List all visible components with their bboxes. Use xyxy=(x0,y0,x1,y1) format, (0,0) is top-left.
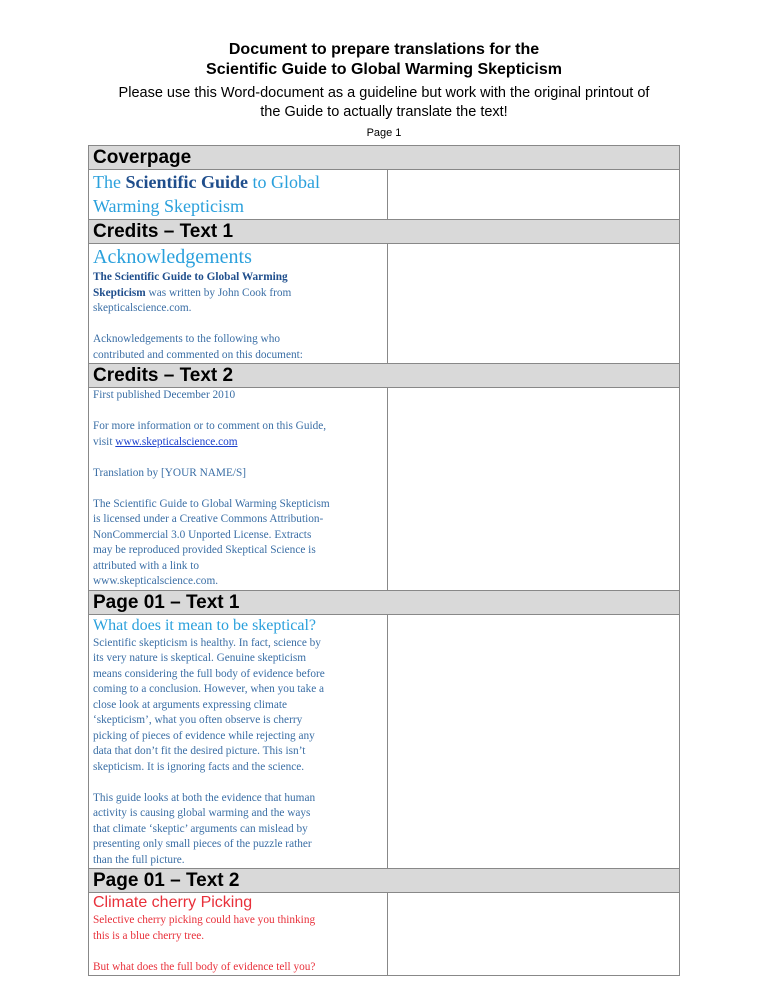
text-line: data that don’t fit the desired picture. This isn’t xyxy=(93,745,306,757)
text-line: Acknowledgements to the following who xyxy=(93,333,280,345)
text-line: The Scientific Guide to Global Warming xyxy=(93,271,288,283)
text-line: than the full picture. xyxy=(93,853,185,866)
skeptical-title: What does it mean to be skeptical? xyxy=(93,616,317,634)
text-line: is licensed under a Creative Commons Attribution- xyxy=(93,513,324,525)
text-line: contributed and commented on this document: xyxy=(93,348,303,361)
text-line: may be reproduced provided Skeptical Science is xyxy=(93,544,316,556)
text-line: means considering the full body of evidence before xyxy=(93,667,325,680)
translation-cell-page01-text1[interactable] xyxy=(388,614,680,869)
text-line: Scientific skepticism is healthy. In fact, science by xyxy=(93,636,321,649)
document-title xyxy=(0,40,768,80)
text-line: visit www.skepticalscience.com xyxy=(93,435,238,448)
translation-cell-credits-2[interactable] xyxy=(388,388,680,591)
text-line: But what does the full body of evidence tell you? xyxy=(93,960,316,973)
text-line: picking of pieces of evidence while rejecting any xyxy=(93,729,315,742)
translation-cell-coverpage[interactable] xyxy=(388,170,680,220)
text-line: this is a blue cherry tree. xyxy=(93,929,205,942)
instructions-line-2: the Guide to actually translate the text! xyxy=(260,104,508,120)
section-heading-coverpage: Coverpage xyxy=(89,146,680,170)
text-line: ‘skepticism’, what you often observe is cherry xyxy=(93,714,303,726)
text-line: presenting only small pieces of the puzzle rather xyxy=(93,838,312,850)
section-heading-credits-2: Credits – Text 2 xyxy=(89,364,680,388)
translation-cell-page01-text2[interactable] xyxy=(388,893,680,976)
text-line: Skepticism was written by John Cook from xyxy=(93,286,292,299)
text-line: skepticalscience.com. xyxy=(93,302,192,314)
instructions xyxy=(0,84,768,122)
text-line: coming to a conclusion. However, when you take a xyxy=(93,683,325,695)
title-line-2: Scientific Guide to Global Warming Skepticism xyxy=(206,61,562,78)
title-line-1: Document to prepare translations for the xyxy=(228,41,540,58)
section-heading-credits-1: Credits – Text 1 xyxy=(89,220,680,244)
translation-cell-credits-1[interactable] xyxy=(388,244,680,364)
skepticalscience-link[interactable]: www.skepticalscience.com xyxy=(115,435,238,448)
text-line: www.skepticalscience.com. xyxy=(93,575,219,587)
source-cell-page01-text2 xyxy=(89,893,388,976)
text-line: First published December 2010 xyxy=(93,389,236,401)
text-line: Translation by [YOUR NAME/S] xyxy=(93,466,247,479)
page-number: Page 1 xyxy=(366,127,402,139)
section-heading-page01-text2: Page 01 – Text 2 xyxy=(89,869,680,893)
cover-title: The Scientific Guide to Global xyxy=(93,172,320,192)
translation-table xyxy=(88,145,680,976)
cover-title-line2: Warming Skepticism xyxy=(93,196,245,216)
source-cell-credits-1 xyxy=(89,244,388,364)
instructions-line-1: Please use this Word-document as a guideline but work with the original printout of xyxy=(118,85,650,101)
text-line: attributed with a link to xyxy=(93,559,200,572)
text-line: This guide looks at both the evidence that human xyxy=(93,791,316,804)
section-heading-page01-text1: Page 01 – Text 1 xyxy=(89,590,680,614)
source-cell-coverpage xyxy=(89,170,388,220)
text-line: activity is causing global warming and the ways xyxy=(93,807,311,819)
text-line: For more information or to comment on this Guide, xyxy=(93,420,327,432)
text-line: NonCommercial 3.0 Unported License. Extracts xyxy=(93,528,312,541)
source-cell-credits-2 xyxy=(89,388,388,591)
text-line: The Scientific Guide to Global Warming Skepticism xyxy=(93,497,330,510)
source-cell-page01-text1 xyxy=(89,614,388,869)
text-line: that climate ‘skeptic’ arguments can mislead by xyxy=(93,822,308,835)
text-line: close look at arguments expressing climate xyxy=(93,698,287,711)
text-line: Selective cherry picking could have you thinking xyxy=(93,914,316,926)
text-line: its very nature is skeptical. Genuine skepticism xyxy=(93,652,307,664)
cherry-picking-title: Climate cherry Picking xyxy=(93,894,253,911)
text-line: skepticism. It is ignoring facts and the science. xyxy=(93,760,305,773)
acknowledgements-title: Acknowledgements xyxy=(93,246,252,268)
